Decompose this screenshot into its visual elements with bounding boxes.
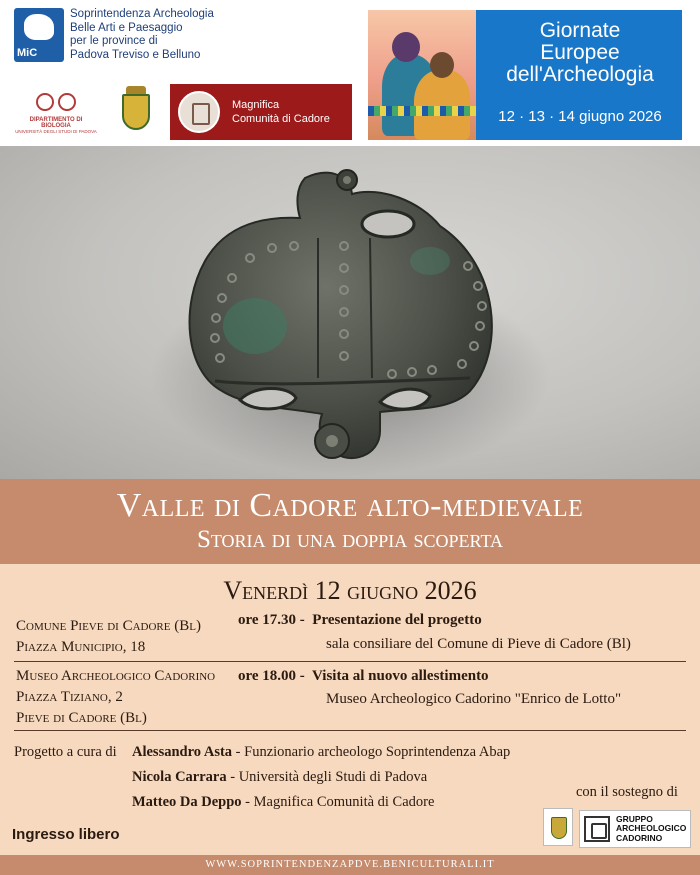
giornate-title: Giornate Europee dell'Archeologia — [506, 19, 654, 86]
header — [0, 0, 700, 146]
main-title: Valle di Cadore alto-medievale — [116, 487, 584, 524]
event-2-time: ore 18.00 - — [238, 668, 305, 684]
brooch-icon — [0, 146, 700, 479]
divider — [14, 730, 686, 731]
credit-row: Nicola Carrara - Università degli Studi di Padova — [132, 769, 428, 785]
divider — [14, 661, 686, 662]
credit-row: Alessandro Asta - Funzionario archeologo Soprintendenza Abap — [132, 744, 511, 760]
soprintendenza-name: Soprintendenza Archeologia Belle Arti e Paesaggio per le province di Padova Treviso e Belluno — [70, 8, 214, 61]
free-entry: Ingresso libero — [12, 826, 120, 843]
credits-label: Progetto a cura di — [14, 744, 117, 760]
comunita-seal-icon — [178, 91, 220, 133]
event-2-location: Museo Archeologico Cadorino Piazza Tiziano, 2 Pieve di Cadore (Bl) — [16, 668, 216, 726]
comunita-cadore-logo: Magnifica Comunità di Cadore — [170, 84, 352, 140]
event-info — [0, 564, 700, 875]
main-subtitle: Storia di una doppia scoperta — [196, 526, 504, 553]
giornate-europee-banner — [368, 10, 682, 140]
event-2-venue: Museo Archeologico Cadorino "Enrico de Lotto" — [326, 691, 622, 707]
event-1-time: ore 17.30 - — [238, 612, 305, 628]
biologia-seal-icon — [36, 91, 76, 115]
mic-logo-icon: MiC — [14, 8, 64, 62]
brooch-photo — [0, 146, 700, 479]
support-label: con il sostegno di — [576, 784, 678, 800]
event-2-heading — [238, 668, 489, 685]
sponsor-crest-icon — [543, 808, 573, 846]
event-2-title: Visita al nuovo allestimento — [312, 668, 489, 684]
municipal-crest-icon — [116, 86, 156, 138]
partner-logos — [14, 84, 352, 140]
title-band — [0, 479, 700, 564]
biologia-logo: DIPARTIMENTO DI BIOLOGIA UNIVERSITÀ DEGLI STUDI DI PADOVA — [14, 91, 98, 134]
credit-row: Matteo Da Deppo - Magnifica Comunità di Cadore — [132, 794, 435, 810]
illustration-icon — [368, 10, 476, 140]
footer-url[interactable]: WWW.SOPRINTENDENZAPDVE.BENICULTURALI.IT — [0, 855, 700, 875]
event-date: Venerdì 12 giugno 2026 — [223, 576, 477, 605]
event-1-title: Presentazione del progetto — [312, 612, 482, 628]
soprintendenza-block — [14, 8, 214, 62]
gruppo-mark-icon — [584, 816, 610, 842]
event-1-location: Comune Pieve di Cadore (Bl) Piazza Municipio, 18 — [16, 618, 201, 655]
event-1-venue: sala consiliare del Comune di Pieve di Cadore (Bl) — [326, 636, 631, 652]
gruppo-archeologico-logo: GRUPPO ARCHEOLOGICO CADORINO — [579, 810, 691, 848]
giornate-dates: 12 · 13 · 14 giugno 2026 — [498, 108, 662, 125]
event-1-heading — [238, 612, 482, 629]
